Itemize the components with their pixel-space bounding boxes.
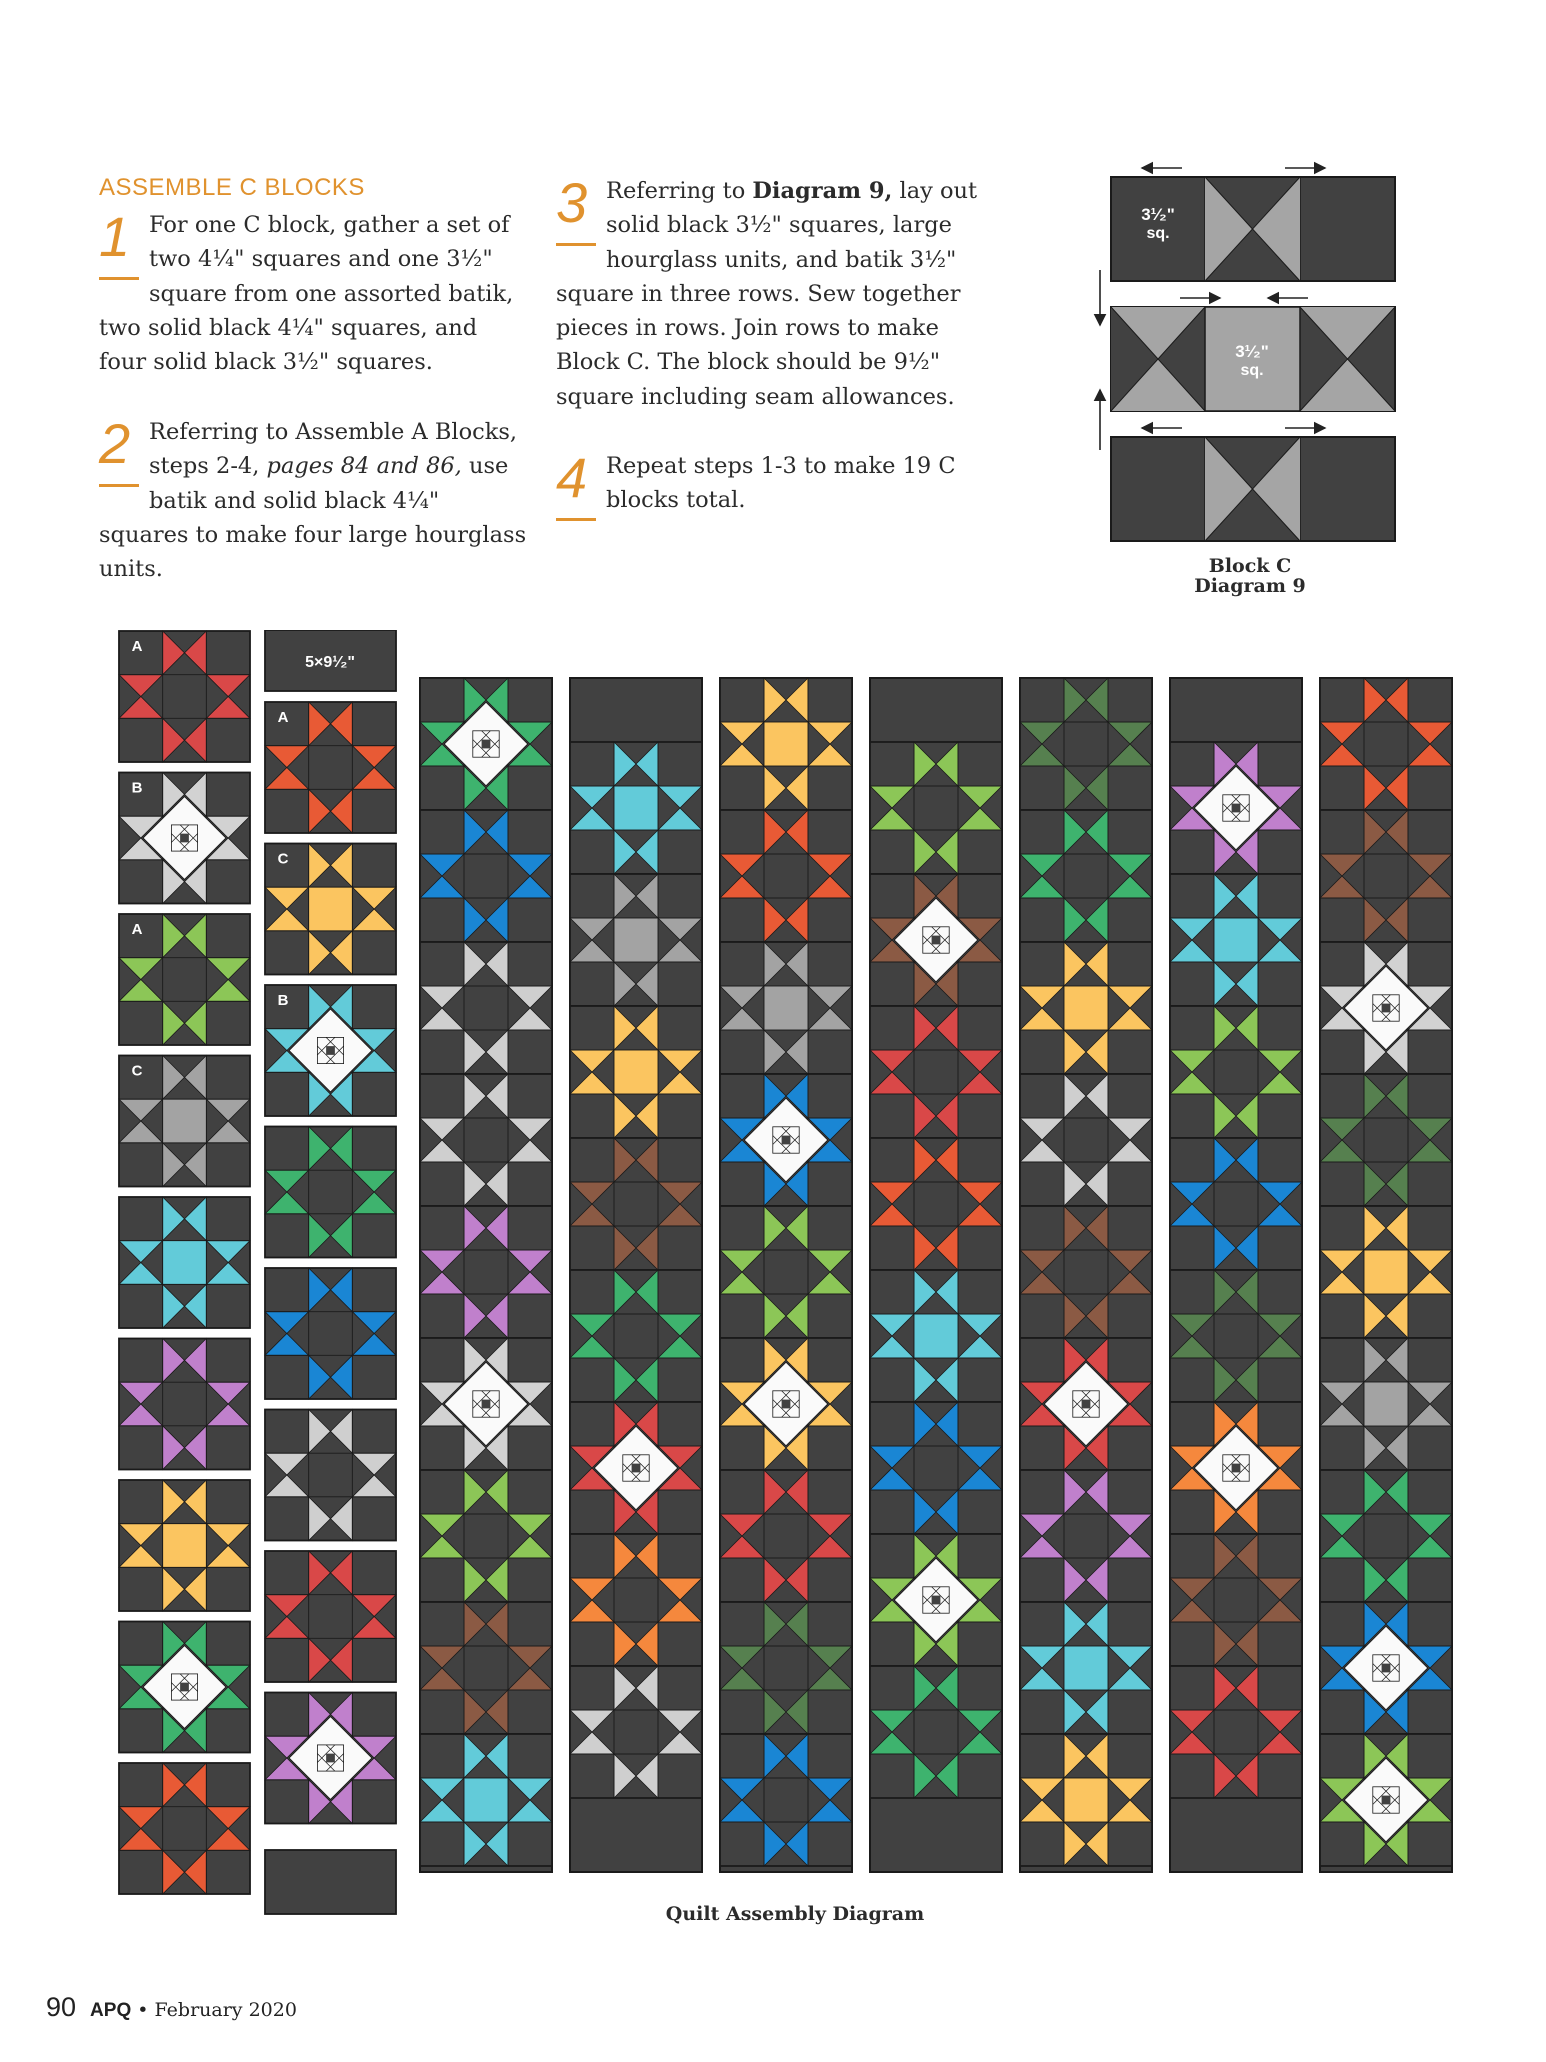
quilt-block — [870, 1138, 1002, 1270]
caption-line: Block C — [1208, 555, 1292, 577]
quilt-block — [870, 1402, 1002, 1534]
step-4 — [556, 446, 996, 521]
quilt-block — [720, 1338, 852, 1470]
block-label: A — [277, 709, 289, 726]
quilt-block — [119, 1480, 250, 1611]
quilt-diagram-caption: Quilt Assembly Diagram — [665, 1903, 925, 1925]
quilt-block — [1320, 1206, 1452, 1338]
quilt-block — [870, 874, 1002, 1006]
section-heading: ASSEMBLE C BLOCKS — [99, 174, 365, 201]
quilt-block — [420, 1074, 552, 1206]
magazine-name: APQ — [90, 2000, 132, 2021]
sashing-strip — [265, 630, 396, 691]
quilt-block — [265, 1410, 396, 1541]
quilt-block — [1020, 1734, 1152, 1866]
quilt-block — [570, 1270, 702, 1402]
block-c-diagram — [1090, 160, 1400, 550]
quilt-block — [1320, 942, 1452, 1074]
block-label: A — [131, 638, 143, 655]
quilt-block — [1170, 874, 1302, 1006]
quilt-block — [1170, 1138, 1302, 1270]
quilt-block — [570, 1666, 702, 1798]
quilt-block — [1170, 1006, 1302, 1138]
step-1 — [99, 205, 529, 379]
quilt-block — [1320, 1734, 1452, 1866]
quilt-block — [420, 1206, 552, 1338]
quilt-block — [265, 1551, 396, 1682]
step-text: Repeat steps 1-3 to make 19 C blocks total. — [606, 453, 956, 514]
sq-label: 3¹⁄₂" — [1141, 205, 1175, 224]
quilt-block — [1170, 742, 1302, 874]
quilt-block — [119, 1339, 250, 1470]
quilt-block — [265, 1127, 396, 1258]
quilt-block — [1020, 810, 1152, 942]
quilt-block — [720, 1734, 852, 1866]
quilt-block — [119, 1622, 250, 1753]
quilt-block — [119, 1197, 250, 1328]
quilt-block — [1320, 810, 1452, 942]
quilt-block — [1320, 1470, 1452, 1602]
quilt-block — [720, 1074, 852, 1206]
sq-label: 3¹⁄₂" — [1235, 342, 1269, 361]
block-c-bottom-row — [1111, 437, 1395, 541]
quilt-block — [1020, 1338, 1152, 1470]
block-label: B — [277, 992, 289, 1009]
page-footer — [46, 1992, 297, 2023]
quilt-block — [570, 1402, 702, 1534]
block-label: C — [277, 850, 289, 868]
quilt-block — [570, 1138, 702, 1270]
quilt-block — [720, 1602, 852, 1734]
sq-label: sq. — [1240, 362, 1264, 379]
quilt-block — [870, 1006, 1002, 1138]
step-text: Referring to — [606, 178, 753, 204]
quilt-block — [1020, 1602, 1152, 1734]
step-text: Referring to Assemble A Blocks, steps 2-4, — [149, 419, 518, 480]
step-text: For one C block, gather a set of two 4¹⁄₄" squares and one 3¹⁄₂" square from one assorted batik, two solid black 4¹⁄₄" squares, and four solid black 3¹⁄₂" squares. — [99, 212, 514, 376]
quilt-block — [720, 942, 852, 1074]
issue-date: • February 2020 — [131, 1999, 297, 2021]
block-label: C — [131, 1062, 143, 1080]
sq-label: sq. — [1146, 225, 1170, 242]
quilt-block — [1320, 1602, 1452, 1734]
step-number: 4 — [556, 455, 596, 521]
quilt-block — [1170, 1666, 1302, 1798]
quilt-block — [420, 942, 552, 1074]
diagram-reference: Diagram 9, — [752, 178, 893, 204]
quilt-block — [1320, 1338, 1452, 1470]
quilt-block — [265, 1693, 396, 1824]
quilt-block — [570, 1534, 702, 1666]
quilt-block — [420, 1602, 552, 1734]
quilt-block — [870, 1270, 1002, 1402]
step-text: use batik and solid black 4¹⁄₄" squares to make four large hourglass units. — [99, 453, 527, 583]
quilt-block — [570, 1006, 702, 1138]
quilt-block — [1020, 1470, 1152, 1602]
quilt-block — [420, 1734, 552, 1866]
block-label: B — [131, 779, 143, 797]
quilt-block — [870, 1534, 1002, 1666]
quilt-block — [420, 1470, 552, 1602]
quilt-block — [1020, 1074, 1152, 1206]
page-reference: pages 84 and 86, — [266, 453, 462, 480]
sashing-label: 5×9¹⁄₂" — [305, 654, 355, 671]
quilt-block — [720, 1470, 852, 1602]
quilt-block — [570, 874, 702, 1006]
quilt-block — [870, 1666, 1002, 1798]
quilt-block — [420, 810, 552, 942]
step-number: 3 — [556, 180, 596, 246]
page-number: 90 — [46, 1992, 77, 2022]
quilt-assembly-diagram — [110, 630, 1470, 1930]
quilt-block — [420, 678, 552, 810]
quilt-block — [119, 1763, 250, 1894]
caption-line: Diagram 9 — [1194, 575, 1306, 597]
step-text: lay out solid black 3¹⁄₂" squares, large hourglass units, and batik 3¹⁄₂" square in three rows. Sew together pieces in rows. Join rows to make Block C. The block should be 9¹⁄₂" square including seam allowances. — [556, 178, 978, 410]
quilt-block — [720, 810, 852, 942]
step-number: 1 — [99, 214, 139, 280]
step-3 — [556, 171, 996, 414]
quilt-block — [265, 1268, 396, 1399]
quilt-block — [1170, 1402, 1302, 1534]
quilt-block — [420, 1338, 552, 1470]
step-number: 2 — [99, 421, 139, 487]
diagram-9-caption — [1150, 555, 1350, 597]
quilt-block — [570, 742, 702, 874]
quilt-block — [1170, 1270, 1302, 1402]
step-2 — [99, 412, 529, 586]
sashing-strip — [265, 1850, 396, 1914]
quilt-block — [1320, 678, 1452, 810]
quilt-block — [1320, 1074, 1452, 1206]
quilt-block — [1020, 1206, 1152, 1338]
quilt-block — [720, 678, 852, 810]
quilt-block — [1170, 1534, 1302, 1666]
quilt-block — [870, 742, 1002, 874]
quilt-block — [720, 1206, 852, 1338]
block-label: A — [131, 921, 143, 938]
quilt-block — [1020, 678, 1152, 810]
quilt-block — [1020, 942, 1152, 1074]
